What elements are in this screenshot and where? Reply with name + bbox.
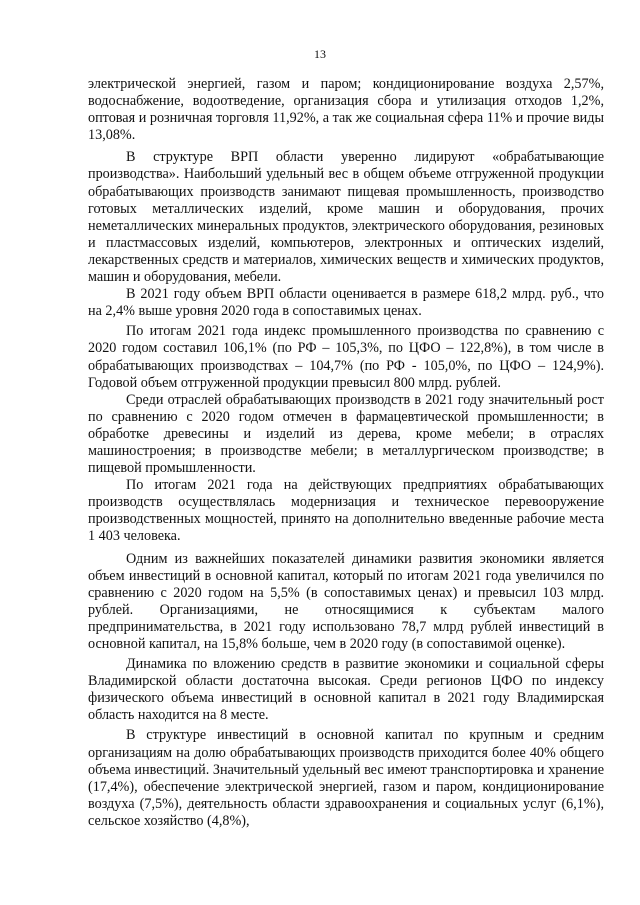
text-body bbox=[88, 76, 604, 830]
paragraph-1: электрической энергией, газом и паром; кондиционирование воздуха 2,57%, водоснабжение, водоотведение, организация сбора и утилизация отходов 1,2%, оптовая и розничная торговля 11,92%, а так же социальная сфера 11% и прочие виды 13,08%. bbox=[88, 76, 604, 144]
paragraph-9: В структуре инвестиций в основной капитал по крупным и средним организациям на долю обрабатывающих производств приходится более 40% общего объема инвестиций. Значительный удельный вес имеют транспортировка и хранение (17,4%), обеспечение электрической энергией, газом и паром, кондиционирование воздуха (7,5%), деятельность области здравоохранения и социальных услуг (6,1%), сельское хозяйство (4,8%), bbox=[88, 727, 604, 829]
paragraph-8: Динамика по вложению средств в развитие экономики и социальной сферы Владимирской области достаточна высокая. Среди регионов ЦФО по индексу физического объема инвестиций в основной капитал в 2021 году Владимирская область находится на 8 месте. bbox=[88, 656, 604, 724]
paragraph-7: Одним из важнейших показателей динамики развития экономики является объем инвестиций в основной капитал, который по итогам 2021 года увеличился по сравнению с 2020 годом на 5,5% (в сопоставимых ценах) и превысил 103 млрд. рублей. Организациями, не относящимися к субъектам малого предпринимательства, в 2021 году использовано 78,7 млрд рублей инвестиций в основной капитал, на 15,8% больше, чем в 2020 году (в сопоставимой оценке). bbox=[88, 550, 604, 652]
paragraph-4: По итогам 2021 года индекс промышленного производства по сравнению с 2020 годом составил 106,1% (по РФ – 105,3%, по ЦФО – 122,8%), в том числе в обрабатывающих производствах – 104,7% (по РФ - 105,0%, по ЦФО – 124,9%). Годовой объем отгруженной продукции превысил 800 млрд. рублей. bbox=[88, 323, 604, 391]
paragraph-5: Среди отраслей обрабатывающих производств в 2021 году значительный рост по сравнению с 2020 годом отмечен в фармацевтической промышленности; в обработке древесины и изделий из дерева, кроме мебели; в отраслях машиностроения; в производстве мебели; в металлургическом производстве; в пищевой промышленности. bbox=[88, 391, 604, 477]
paragraph-3: В 2021 году объем ВРП области оценивается в размере 618,2 млрд. руб., что на 2,4% выше уровня 2020 года в сопоставимых ценах. bbox=[88, 286, 604, 320]
page-number: 13 bbox=[314, 47, 326, 61]
paragraph-2: В структуре ВРП области уверенно лидируют «обрабатывающие производства». Наибольший удельный вес в общем объеме отгруженной продукции обрабатывающих производств занимают пищевая промышленность, производство готовых металлических изделий, кроме машин и оборудования, прочих неметаллических минеральных продуктов, электрического оборудования, резиновых и пластмассовых изделий, компьютеров, электронных и оптических изделий, лекарственных средств и материалов, химических веществ и химических продуктов, машин и оборудования, мебели. bbox=[88, 149, 604, 286]
paragraph-6: По итогам 2021 года на действующих предприятиях обрабатывающих производств осуществлялась модернизация и техническое перевооружение производственных мощностей, принято на дополнительно введенные рабочие места 1 403 человека. bbox=[88, 477, 604, 545]
